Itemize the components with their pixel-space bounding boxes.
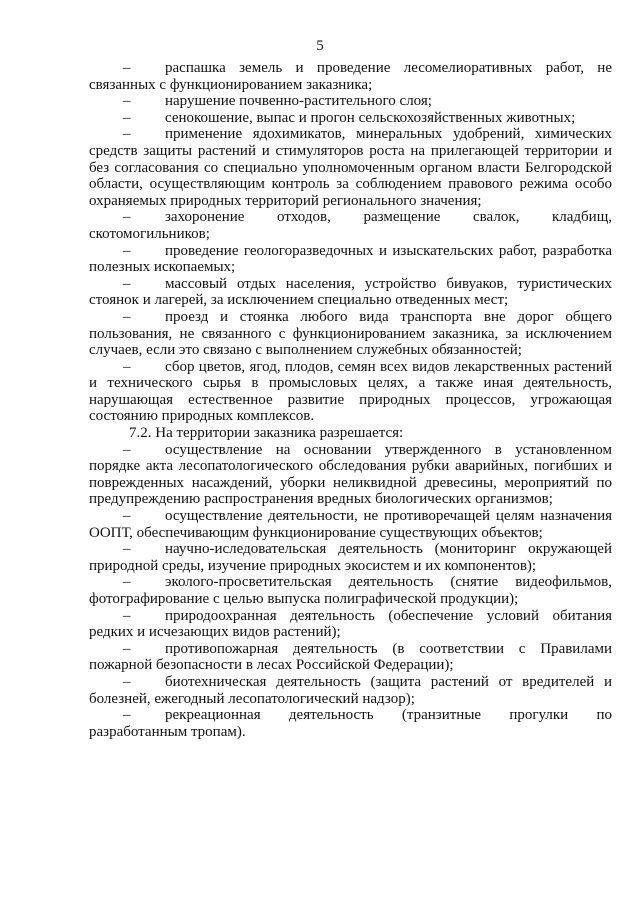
list-item-text: противопожарная деятельность (в соответствии с Правилами пожарной безопасности в лесах Российской Федерации); (89, 640, 612, 674)
list-item (89, 309, 612, 359)
list-item (89, 707, 612, 740)
list-item (89, 641, 612, 674)
section-heading: 7.2. На территории заказника разрешается: (129, 425, 404, 442)
list-dash: – (123, 640, 131, 657)
list-item (89, 442, 612, 508)
list-dash: – (123, 93, 131, 110)
list-item-text: осуществление на основании утвержденного в установленном порядке акта лесопатологического обследования рубки аварийных, погибших и поврежденных насаждений, уборки неликвидной древесины, мероприятий по предупреждению распространения вредных биологических организмов; (89, 441, 612, 508)
page-number: 5 (316, 38, 324, 54)
list-item-text: осуществление деятельности, не противоречащей целям назначения ООПТ, обеспечивающим функционирование существующих объектов; (89, 508, 612, 541)
list-dash: – (123, 109, 131, 126)
list-item (89, 608, 612, 641)
list-item-text: природоохранная деятельность (обеспечение условий обитания редких и исчезающих видов растений); (89, 607, 612, 641)
list-dash: – (123, 242, 131, 259)
list-dash: – (123, 441, 131, 458)
allowed-list (89, 442, 612, 741)
document-body (89, 60, 612, 740)
list-dash: – (123, 209, 131, 226)
list-item-text: сбор цветов, ягод, плодов, семян всех видов лекарственных растений и технического сырья в промысловых целях, а также иная деятельность, нарушающая естественное развитие природных процессов, угрожающая состоянию природных комплексов. (89, 358, 612, 425)
list-item-text: проезд и стоянка любого вида транспорта вне дорог общего пользования, не связанного с функционированием заказника, за исключением случаев, если это связано с выполнением служебных обязанностей; (89, 308, 612, 359)
list-item (89, 359, 612, 425)
list-item-text: применение ядохимикатов, минеральных удобрений, химических средств защиты растений и стимуляторов роста на прилегающей территории и без согласования со специально уполномоченным органом власти Белгородской области, осуществляющим контроль за соблюдением правового режима особо охраняемых природных территорий регионального значения; (89, 126, 612, 209)
list-item (89, 93, 612, 110)
list-item-text: научно-иследовательская деятельность (мониторинг окружающей природной среды, изучение природных экосистем и их компонентов); (89, 541, 612, 574)
list-item (89, 276, 612, 309)
list-dash: – (123, 541, 131, 558)
list-item-text: нарушение почвенно-растительного слоя; (165, 93, 432, 110)
list-dash: – (123, 60, 131, 76)
list-item (89, 110, 612, 127)
list-dash: – (123, 358, 131, 375)
list-item (89, 541, 612, 574)
list-item-text: массовый отдых населения, устройство бивуаков, туристических стоянок и лагерей, за исключением специально отведенных мест; (89, 275, 612, 309)
list-dash: – (123, 508, 131, 525)
list-item (89, 60, 612, 93)
list-item-text: биотехническая деятельность (защита растений от вредителей и болезней, ежегодный лесопатологический надзор); (89, 673, 612, 707)
list-item (89, 574, 612, 607)
list-dash: – (123, 707, 131, 724)
list-item-text: эколого-просветительская деятельность (снятие видеофильмов, фотографирование с целью выпуска полиграфической продукции); (89, 574, 612, 607)
list-item (89, 126, 612, 209)
list-dash: – (123, 673, 131, 690)
list-item-text: сенокошение, выпас и прогон сельскохозяйственных животных; (165, 109, 576, 126)
list-dash: – (123, 275, 131, 292)
list-item (89, 243, 612, 276)
list-item (89, 209, 612, 242)
list-dash: – (123, 126, 131, 143)
list-dash: – (123, 308, 131, 325)
list-item (89, 508, 612, 541)
list-dash: – (123, 607, 131, 624)
list-item-text: проведение геологоразведочных и изыскательских работ, разработка полезных ископаемых; (89, 242, 612, 276)
list-item-text: распашка земель и проведение лесомелиоративных работ, не связанных с функционированием заказника; (89, 60, 612, 93)
list-item-text: захоронение отходов, размещение свалок, кладбищ, скотомогильников; (89, 209, 612, 242)
list-item-text: рекреационная деятельность (транзитные прогулки по разработанным тропам). (89, 707, 612, 740)
prohibited-list (89, 60, 612, 425)
list-dash: – (123, 574, 131, 591)
list-item (89, 674, 612, 707)
